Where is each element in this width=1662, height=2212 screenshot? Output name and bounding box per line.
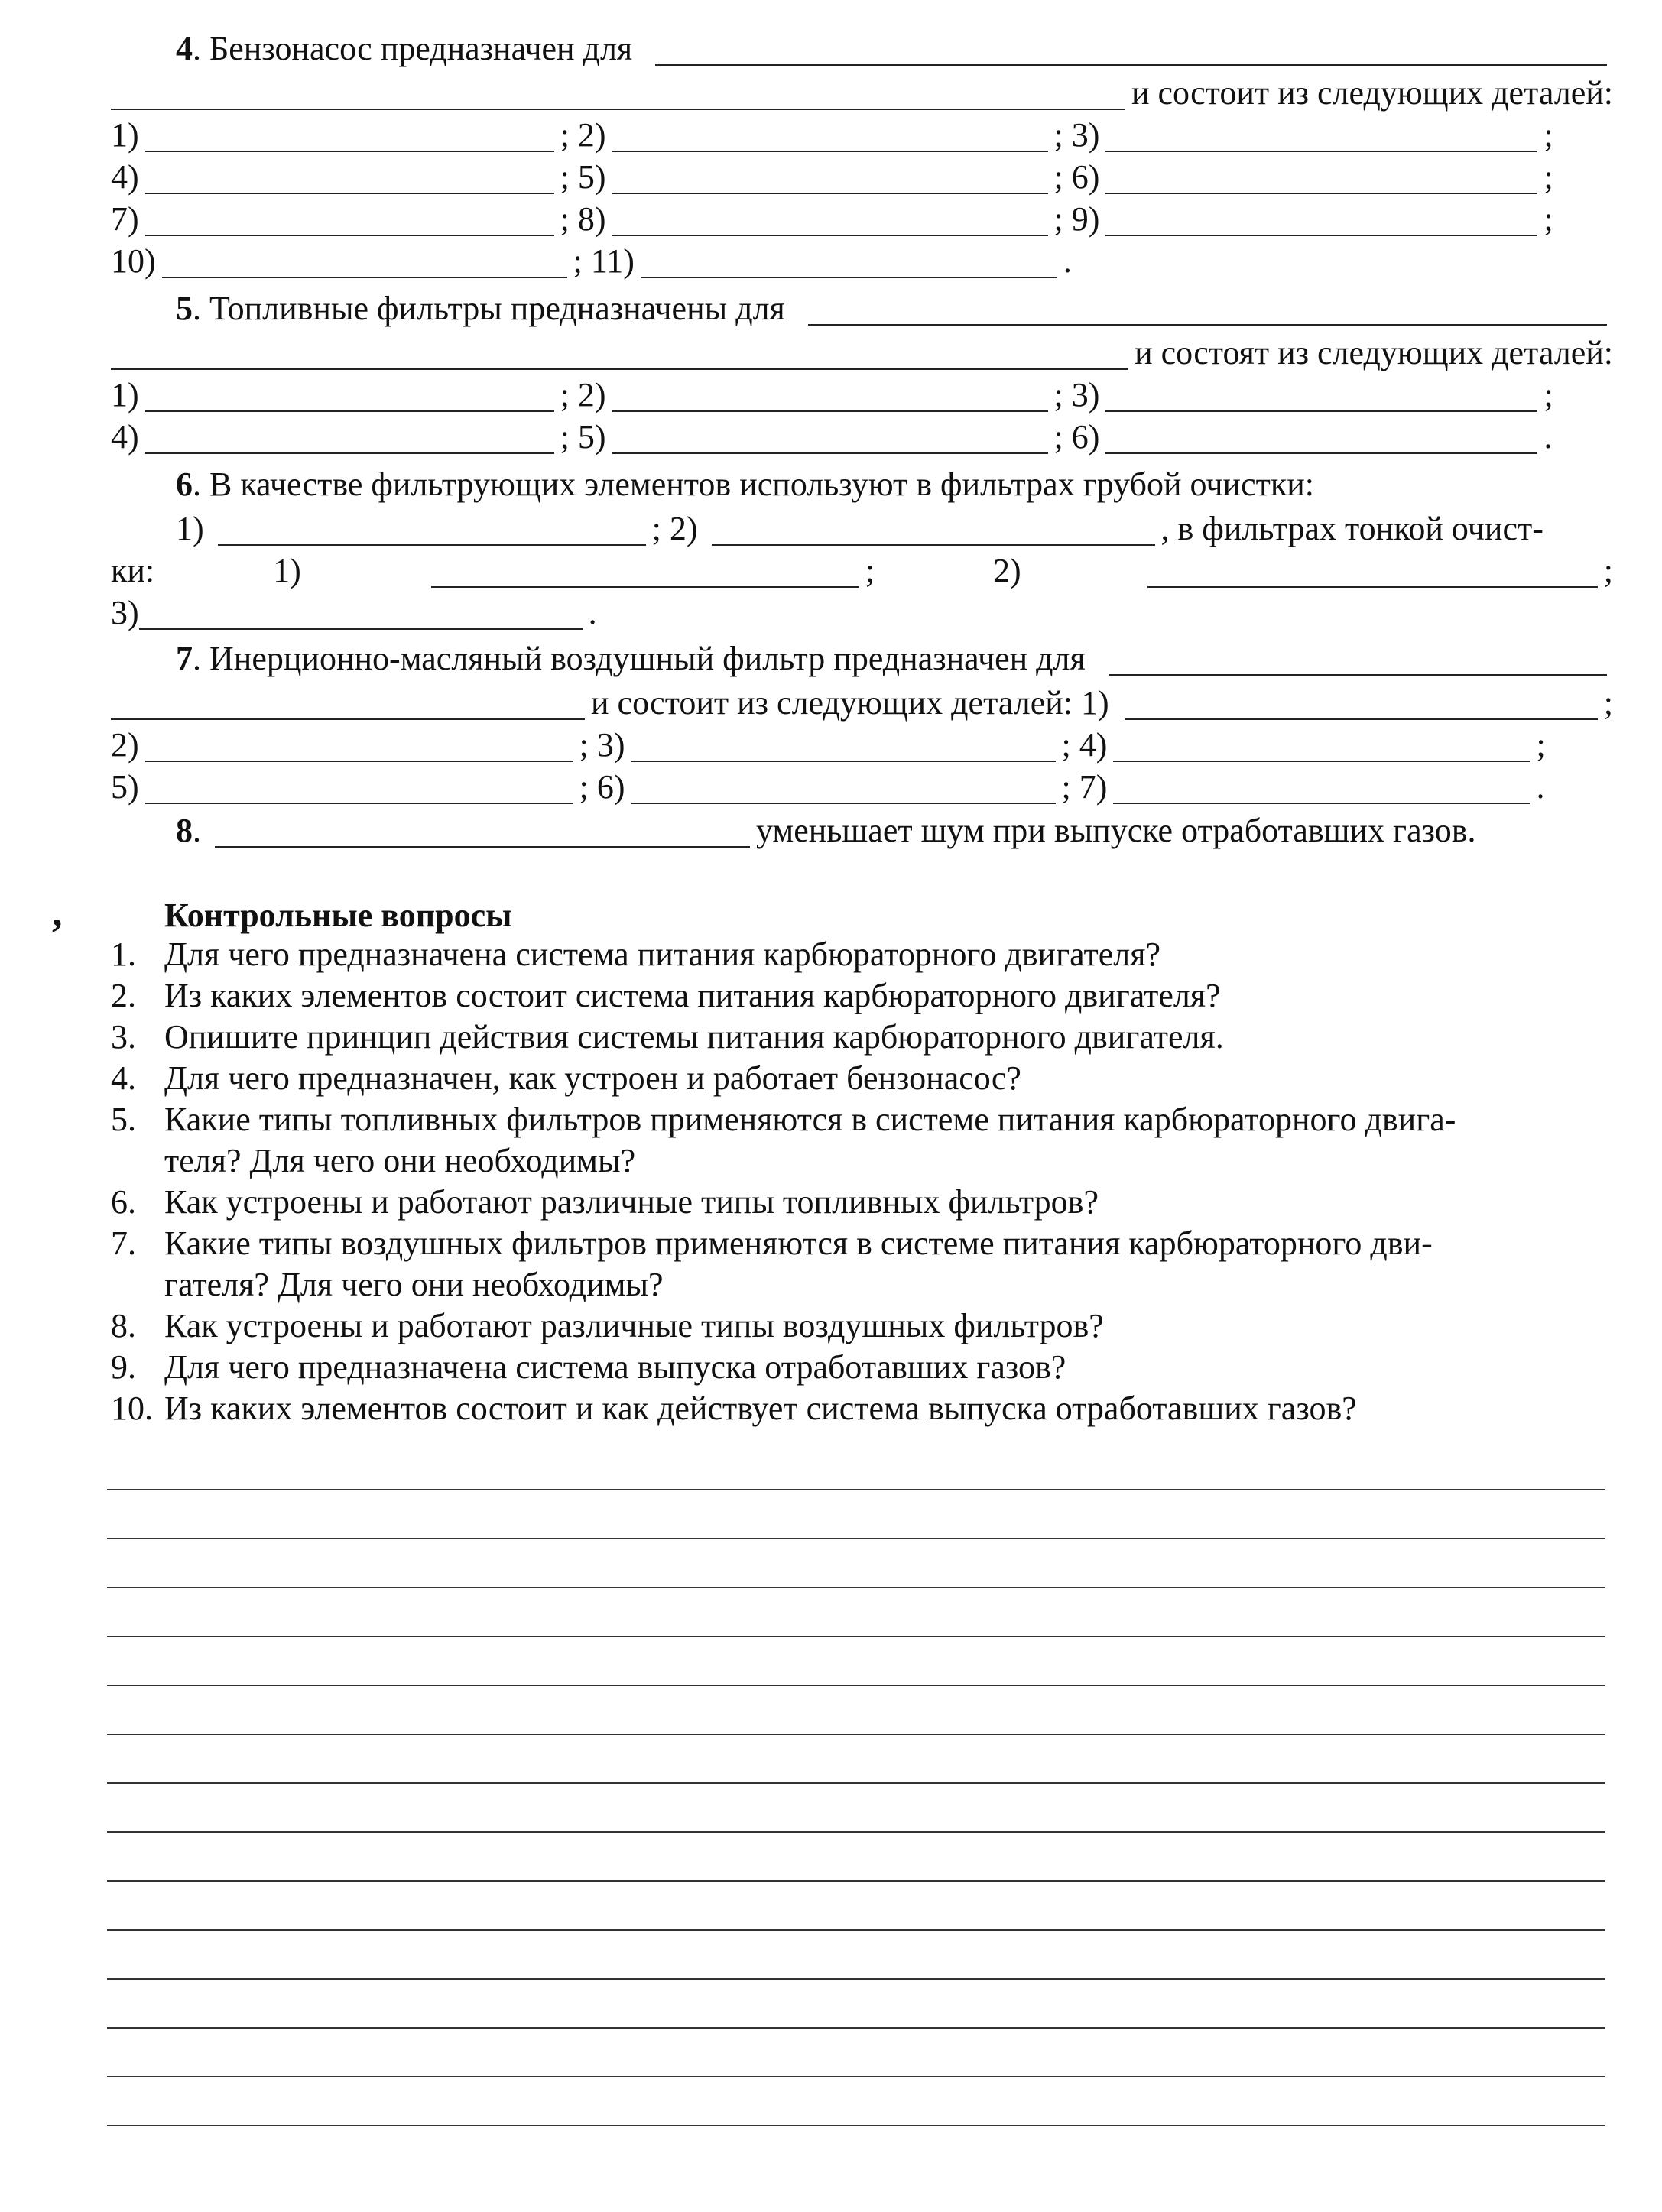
question-number: 8. xyxy=(111,1307,136,1344)
item-label: ; xyxy=(1544,116,1553,154)
item-label: ; 7) xyxy=(1061,768,1108,806)
item-label: 2) xyxy=(111,726,139,764)
task4-heading-line xyxy=(111,24,1613,66)
question-number: 6. xyxy=(111,1183,136,1221)
section-title: Контрольные вопросы xyxy=(164,897,512,934)
question-text-line: Как устроены и работают различные типы топливных фильтров? xyxy=(164,1183,1099,1221)
item-label: . xyxy=(1063,242,1072,280)
item-label: . xyxy=(588,594,597,631)
task6-row-3 xyxy=(111,589,1613,630)
question-item xyxy=(111,975,1613,1017)
answer-blank[interactable] xyxy=(139,598,583,630)
answer-blank[interactable] xyxy=(215,816,750,848)
item-label: 5) xyxy=(111,768,139,806)
answer-blank[interactable] xyxy=(145,730,573,762)
answer-blank[interactable] xyxy=(111,78,1125,110)
answer-line[interactable] xyxy=(107,1831,1605,1833)
task-number: 7 xyxy=(176,640,193,677)
question-number: 9. xyxy=(111,1348,136,1386)
answer-blank[interactable] xyxy=(808,294,1607,326)
answer-blank[interactable] xyxy=(145,772,573,804)
answer-blank[interactable] xyxy=(612,120,1048,152)
question-text xyxy=(164,1388,1613,1429)
item-label: ; 6) xyxy=(579,768,625,806)
item-label: 4) xyxy=(111,158,139,196)
task5-consists-line xyxy=(111,329,1613,370)
question-text xyxy=(164,1017,1613,1058)
answer-blank[interactable] xyxy=(111,338,1128,370)
answer-blank[interactable] xyxy=(1147,556,1598,588)
item-label: ; 3) xyxy=(579,726,625,764)
task4-consists-line xyxy=(111,69,1613,110)
task-text: , в фильтрах тонкой очист- xyxy=(1160,510,1544,547)
item-label: ; xyxy=(1544,200,1553,238)
answer-blank[interactable] xyxy=(612,422,1048,454)
task-text: . Бензонасос предназначен для xyxy=(193,30,633,67)
answer-blank[interactable] xyxy=(1105,380,1537,412)
question-item xyxy=(111,1099,1613,1182)
item-label: ; 5) xyxy=(560,158,606,196)
question-text xyxy=(164,1223,1613,1305)
question-item xyxy=(111,1305,1613,1347)
task5-heading-line xyxy=(111,284,1613,326)
question-text-line: Из каких элементов состоит и как действует система выпуска отработавших газов? xyxy=(164,1390,1357,1427)
answer-blank[interactable] xyxy=(145,162,554,194)
item-label: ; 2) xyxy=(560,116,606,154)
question-text-line: Для чего предназначен, как устроен и работает бензонасос? xyxy=(164,1059,1021,1097)
question-text-line: Опишите принцип действия системы питания карбюраторного двигателя. xyxy=(164,1018,1224,1056)
answer-line[interactable] xyxy=(107,1685,1605,1686)
question-text xyxy=(164,1305,1613,1347)
answer-blank[interactable] xyxy=(712,514,1155,546)
answer-blank[interactable] xyxy=(431,556,859,588)
answer-blank[interactable] xyxy=(1105,204,1537,236)
answer-blank[interactable] xyxy=(1125,688,1598,720)
task-text: и состоят из следующих деталей: xyxy=(1135,334,1613,371)
question-text xyxy=(164,1182,1613,1223)
question-text xyxy=(164,934,1613,975)
answer-line[interactable] xyxy=(107,1978,1605,1980)
answer-line[interactable] xyxy=(107,1929,1605,1931)
question-number: 4. xyxy=(111,1059,136,1097)
answer-blank[interactable] xyxy=(631,730,1056,762)
task-number: 4 xyxy=(176,30,193,67)
answer-blank[interactable] xyxy=(1109,644,1607,676)
question-item xyxy=(111,1347,1613,1388)
item-label: 10) xyxy=(111,242,156,280)
item-label: 3) xyxy=(111,594,139,631)
answer-line[interactable] xyxy=(107,1782,1605,1784)
item-label: ; 9) xyxy=(1053,200,1100,238)
answer-line[interactable] xyxy=(107,1587,1605,1588)
task7-consists-line xyxy=(111,679,1613,720)
answer-blank[interactable] xyxy=(145,120,554,152)
task7-items-row-2 xyxy=(111,763,1613,804)
answer-line[interactable] xyxy=(107,1734,1605,1735)
task6-heading-line xyxy=(111,460,1613,501)
task7-heading-line xyxy=(111,634,1613,676)
question-number: 5. xyxy=(111,1101,136,1138)
question-text-line: гателя? Для чего они необходимы? xyxy=(164,1266,664,1303)
question-item xyxy=(111,1017,1613,1058)
question-text-line: Для чего предназначена система питания карбюраторного двигателя? xyxy=(164,936,1161,973)
task-text: и состоит из следующих деталей: xyxy=(1131,74,1613,112)
item-label: ; 2) xyxy=(560,376,606,414)
item-label: ; xyxy=(1603,684,1613,722)
task-text: ки: xyxy=(111,552,155,589)
question-text xyxy=(164,1058,1613,1099)
task4-items-row-2 xyxy=(111,153,1613,194)
item-label: ; xyxy=(1603,552,1613,589)
item-label: ; 3) xyxy=(1053,376,1100,414)
task7-items-row-1 xyxy=(111,721,1613,762)
item-label: . xyxy=(1536,768,1545,806)
task4-items-row-3 xyxy=(111,195,1613,236)
answer-blank[interactable] xyxy=(162,246,567,278)
item-label: 2) xyxy=(993,552,1021,589)
answer-blank[interactable] xyxy=(1105,422,1537,454)
answer-line[interactable] xyxy=(107,2076,1605,2077)
question-number: 1. xyxy=(111,936,136,973)
item-label: 1) xyxy=(111,376,139,414)
answer-blank[interactable] xyxy=(1113,730,1530,762)
item-label: 1) xyxy=(176,510,204,547)
answer-blank[interactable] xyxy=(1105,120,1537,152)
stray-mark: , xyxy=(52,889,63,935)
item-label: ; 5) xyxy=(560,418,606,456)
task-number: 6 xyxy=(176,465,193,503)
item-label: 4) xyxy=(111,418,139,456)
answer-blank[interactable] xyxy=(641,246,1057,278)
item-label: 1) xyxy=(111,116,139,154)
question-text xyxy=(164,1099,1613,1182)
question-item xyxy=(111,1223,1613,1305)
control-questions-title-line xyxy=(111,891,1613,932)
answer-blank[interactable] xyxy=(631,772,1056,804)
item-label: ; 11) xyxy=(573,242,635,280)
item-label: ; 4) xyxy=(1061,726,1108,764)
question-number: 3. xyxy=(111,1018,136,1056)
item-label: ; 6) xyxy=(1053,418,1100,456)
task-text: . xyxy=(193,812,201,849)
item-label: ; 2) xyxy=(651,510,698,547)
item-label: 7) xyxy=(111,200,139,238)
answer-line[interactable] xyxy=(107,2027,1605,2029)
task-number: 5 xyxy=(176,290,193,327)
task6-row-2 xyxy=(111,547,1613,588)
question-text-line: Из каких элементов состоит система питания карбюраторного двигателя? xyxy=(164,977,1221,1014)
answer-blank[interactable] xyxy=(145,204,554,236)
question-text-line: Какие типы воздушных фильтров применяются в системе питания карбюраторного дви- xyxy=(164,1224,1433,1262)
answer-blank[interactable] xyxy=(145,380,554,412)
question-text-line: Для чего предназначена система выпуска отработавших газов? xyxy=(164,1348,1066,1386)
question-number: 7. xyxy=(111,1224,136,1262)
question-text xyxy=(164,1347,1613,1388)
answer-line[interactable] xyxy=(107,1636,1605,1637)
item-label: . xyxy=(1544,418,1553,456)
question-item xyxy=(111,1058,1613,1099)
answer-blank[interactable] xyxy=(111,688,585,720)
answer-blank[interactable] xyxy=(218,514,646,546)
answer-line[interactable] xyxy=(107,2125,1605,2126)
task-text: и состоит из следующих деталей: 1) xyxy=(591,684,1109,722)
answer-blank[interactable] xyxy=(145,422,554,454)
task-text: . В качестве фильтрующих элементов используют в фильтрах грубой очистки: xyxy=(193,465,1314,503)
item-label: ; xyxy=(1536,726,1546,764)
answer-blank[interactable] xyxy=(655,34,1607,66)
question-number: 10. xyxy=(111,1390,153,1427)
answer-blank[interactable] xyxy=(612,204,1048,236)
task-text: . Инерционно-масляный воздушный фильтр предназначен для xyxy=(193,640,1086,677)
item-label: ; xyxy=(1544,376,1553,414)
item-label: ; xyxy=(1544,158,1553,196)
question-text-line: Как устроены и работают различные типы воздушных фильтров? xyxy=(164,1307,1104,1344)
question-text-line: теля? Для чего они необходимы? xyxy=(164,1142,636,1179)
task4-items-row-1 xyxy=(111,111,1613,152)
task5-items-row-2 xyxy=(111,413,1613,454)
task-number: 8 xyxy=(176,812,193,849)
answer-blank[interactable] xyxy=(1105,162,1537,194)
answer-blank[interactable] xyxy=(612,162,1048,194)
question-item xyxy=(111,1388,1613,1429)
task-text: . Топливные фильтры предназначены для xyxy=(193,290,785,327)
question-text-line: Какие типы топливных фильтров применяются в системе питания карбюраторного двига- xyxy=(164,1101,1456,1138)
task4-items-row-4 xyxy=(111,237,1613,278)
task5-items-row-1 xyxy=(111,371,1613,412)
answer-line[interactable] xyxy=(107,1880,1605,1882)
task8-line xyxy=(111,806,1613,848)
task-text: уменьшает шум при выпуске отработавших газов. xyxy=(756,812,1476,849)
question-item xyxy=(111,934,1613,975)
question-text xyxy=(164,975,1613,1017)
item-label: 1) xyxy=(273,552,301,589)
task6-row-1 xyxy=(111,504,1613,546)
item-label: ; 3) xyxy=(1053,116,1100,154)
item-label: ; 8) xyxy=(560,200,606,238)
item-label: ; 6) xyxy=(1053,158,1100,196)
question-item xyxy=(111,1182,1613,1223)
question-number: 2. xyxy=(111,977,136,1014)
answer-line[interactable] xyxy=(107,1538,1605,1539)
answer-line[interactable] xyxy=(107,1489,1605,1490)
answer-blank[interactable] xyxy=(612,380,1048,412)
answer-blank[interactable] xyxy=(1113,772,1530,804)
item-label: ; xyxy=(865,552,875,589)
